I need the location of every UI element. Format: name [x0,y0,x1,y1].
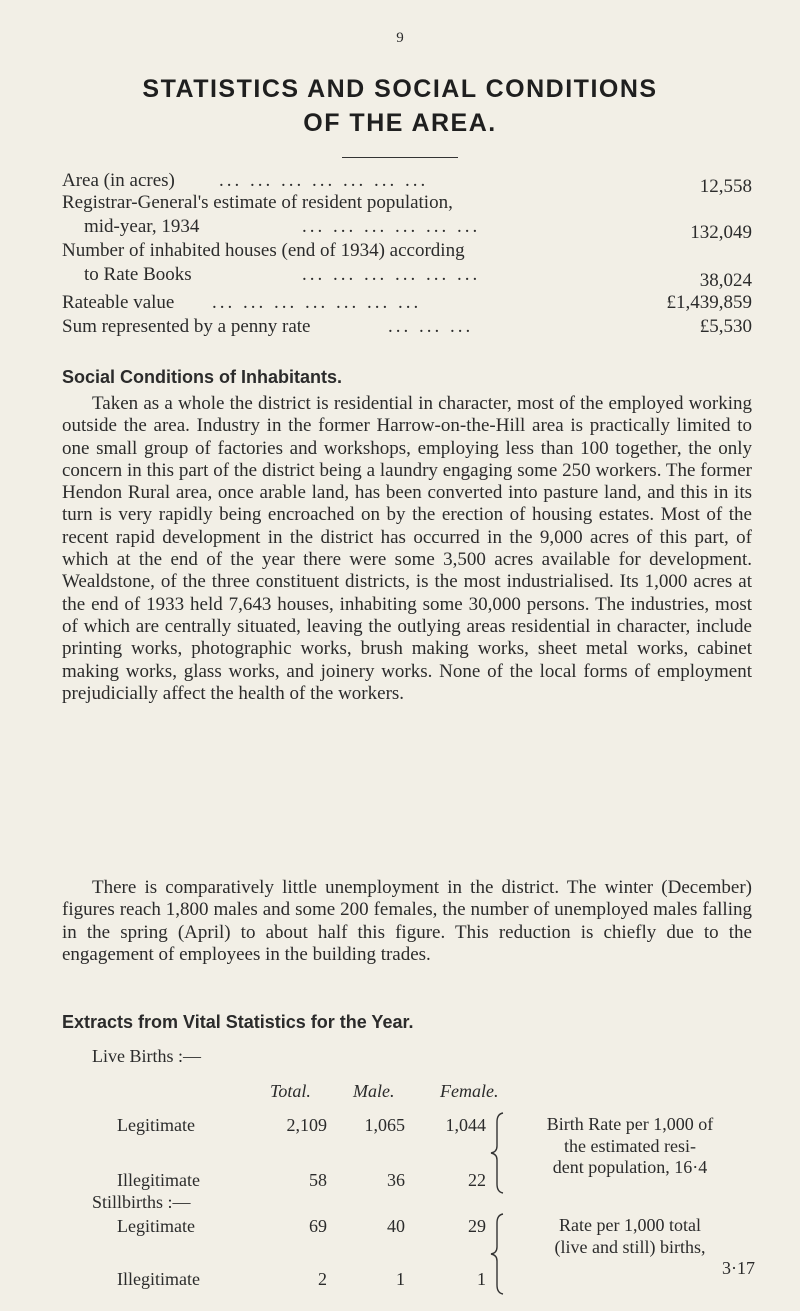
title-line-2: OF THE AREA. [303,109,497,137]
column-header-total: Total. [270,1081,311,1101]
still-legitimate-total: 69 [309,1216,327,1236]
leader-dots: ... ... ... ... ... ... ... [219,170,429,191]
title-line-1: STATISTICS AND SOCIAL CONDITIONS [142,75,658,103]
left-brace-icon [489,1112,505,1194]
live-births-label: Live Births :— [92,1046,201,1066]
live-illegitimate-male: 36 [387,1170,405,1190]
birth-rate-note [505,1114,755,1179]
still-legitimate-female: 29 [468,1216,486,1236]
stat-value: 12,558 [699,176,752,197]
note-line: 3·17 [722,1258,755,1278]
social-paragraph-2: There is comparatively little unemployment in the district. The winter (December) figures reach 1,800 males and some 200 females, the number of unemployed males falling in the spring (April) to about half this figure. This reduction is chiefly due to the engagement of employees in the building trades. [62,877,752,965]
note-line: the estimated resi- [564,1135,696,1156]
stat-value: £5,530 [699,316,752,337]
stat-value: 38,024 [699,270,752,291]
live-illegitimate-female: 22 [468,1170,486,1190]
stat-label: mid-year, 1934 [84,216,200,237]
stat-label: Rateable value [62,292,175,313]
leader-dots: ... ... ... ... ... ... [302,216,481,237]
column-header-female: Female. [440,1081,499,1101]
column-header-male: Male. [353,1081,395,1101]
live-legitimate-total: 2,109 [286,1115,327,1135]
stat-label: Sum represented by a penny rate [62,316,311,337]
social-paragraph-1: Taken as a whole the district is residential in character, most of the employed working outside the area. Industry in the former Harrow-on-the-Hill area is practically limited to one small group of factories and workshops, employing less than 100 together, the only concern in this part of the district being a laundry engaging some 250 workers. The former Hendon Rural area, once arable land, has been converted into pasture land, and this in its turn is very rapidly being encroached on by the erection of housing estates. Most of the recent rapid development in the district has occurred in the 9,000 acres of this part, of which at the end of the year there were some 3,500 acres available for development. Wealdstone, of the three constituent districts, is the most industrialised. Its 1,000 acres at the end of 1933 held 7,643 houses, inhabiting some 30,000 persons. The industries, most of which are centrally situated, leaving the outlying areas residential in character, include printing works, photographic works, brush making works, sheet metal works, cabinet making works, glass works, and joinery works. None of the local forms of employment prejudicially affect the health of the workers. [62,393,752,704]
left-brace-icon [489,1213,505,1295]
row-label-legitimate: Legitimate [117,1115,195,1135]
stat-label: Area (in acres) [62,170,175,191]
note-line: (live and still) births, [554,1236,706,1257]
row-label-legitimate: Legitimate [117,1216,195,1236]
stat-value: 132,049 [690,222,752,243]
leader-dots: ... ... ... [388,316,474,337]
stillbirth-rate-note [505,1215,755,1280]
still-illegitimate-male: 1 [396,1269,405,1289]
note-line: Birth Rate per 1,000 of [546,1114,714,1134]
stillbirths-label: Stillbirths :— [92,1192,191,1212]
row-label-illegitimate: Illegitimate [117,1170,200,1190]
still-illegitimate-total: 2 [318,1269,327,1289]
page-number: 9 [396,30,404,46]
live-illegitimate-total: 58 [309,1170,327,1190]
stat-label: to Rate Books [84,264,192,285]
still-illegitimate-female: 1 [477,1269,486,1289]
stat-value: £1,439,859 [666,292,752,313]
still-legitimate-male: 40 [387,1216,405,1236]
row-label-illegitimate: Illegitimate [117,1269,200,1289]
leader-dots: ... ... ... ... ... ... [302,264,481,285]
vital-statistics-heading: Extracts from Vital Statistics for the Year. [62,1012,414,1032]
live-legitimate-female: 1,044 [445,1115,486,1135]
note-line: Rate per 1,000 total [559,1215,701,1235]
note-line: dent population, 16·4 [552,1157,708,1177]
stat-label: Number of inhabited houses (end of 1934) according [62,240,465,261]
leader-dots: ... ... ... ... ... ... ... [212,292,422,313]
stat-label: Registrar-General's estimate of resident population, [62,192,453,213]
social-conditions-heading: Social Conditions of Inhabitants. [62,367,343,387]
live-legitimate-male: 1,065 [364,1115,405,1135]
